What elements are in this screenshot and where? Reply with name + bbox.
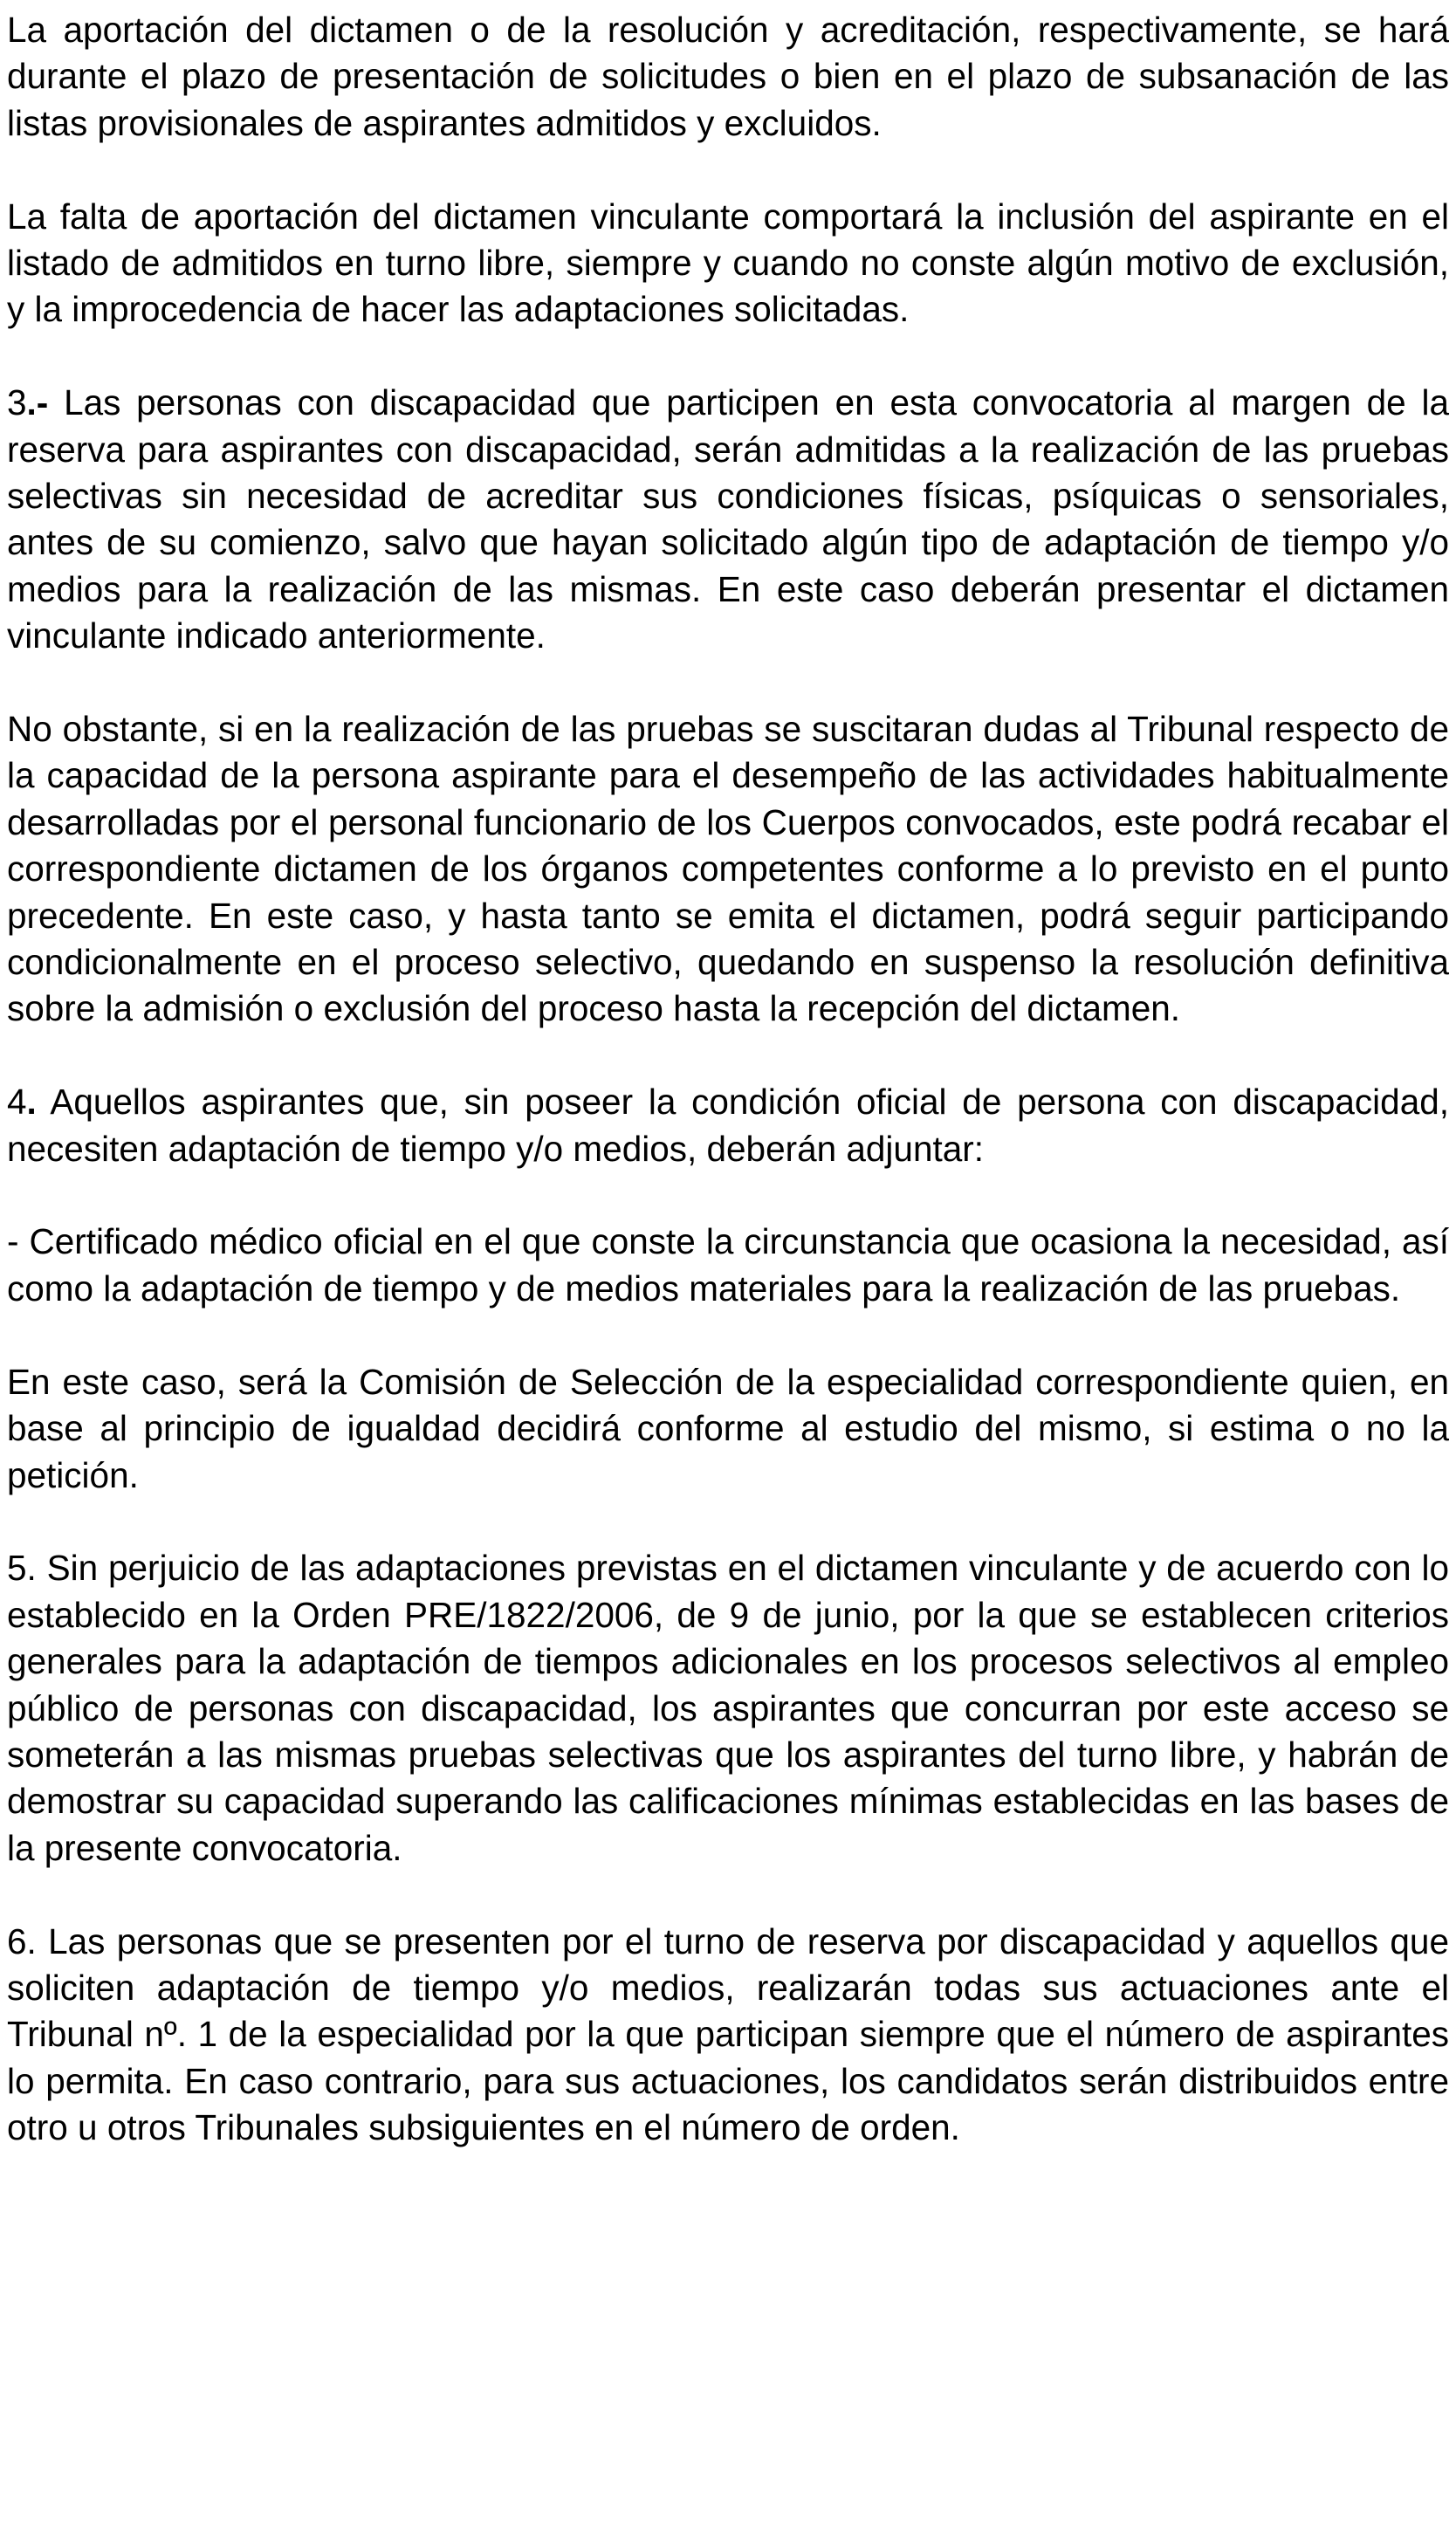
paragraph-section-5: 5. Sin perjuicio de las adaptaciones previstas en el dictamen vinculante y de acuerdo con lo establecido en la Orden PRE/1822/2006, de 9 de junio, por la que se establecen criterios generales para la adaptación de tiempos adicionales en los procesos selectivos al empleo público de personas con discapacidad, los aspirantes que concurran por este acceso se someterán a las mismas pruebas selectivas que los aspirantes del turno libre, y habrán de demostrar su capacidad superando las calificaciones mínimas establecidas en las bases de la presente convocatoria.	[7, 1548, 1449, 1868]
section-4-number-suffix: .	[26, 1082, 37, 1123]
section-3-number: 3	[7, 382, 27, 423]
paragraph-section-3	[7, 380, 1449, 659]
paragraph-section-6: 6. Las personas que se presenten por el turno de reserva por discapacidad y aquellos que soliciten adaptación de tiempo y/o medios, realizarán todas sus actuaciones ante el Tribunal nº. 1 de la especialidad por la que participan siempre que el número de aspirantes lo permita. En caso contrario, para sus actuaciones, los candidatos serán distribuidos entre otro u otros Tribunales subsiguientes en el número de orden.	[7, 1920, 1449, 2148]
section-4-text: Aquellos aspirantes que, sin poseer la condición oficial de persona con discapacidad, necesiten adaptación de tiempo y/o medios, deberán adjuntar:	[7, 1082, 1449, 1169]
section-4-number: 4	[7, 1082, 27, 1123]
section-3-text: Las personas con discapacidad que participen en esta convocatoria al margen de la reserva para aspirantes con discapacidad, serán admitidas a la realización de las pruebas selectivas sin necesidad de acreditar sus condiciones físicas, psíquicas o sensoriales, antes de su comienzo, salvo que hayan solicitado algún tipo de adaptación de tiempo y/o medios para la realización de las mismas. En este caso deberán presentar el dictamen vinculante indicado anteriormente.	[7, 382, 1449, 656]
paragraph-comision-seleccion: En este caso, será la Comisión de Selección de la especialidad correspondiente quien, en base al principio de igualdad decidirá conforme al estudio del mismo, si estima o no la petición.	[7, 1361, 1449, 1495]
paragraph-aportacion-dictamen: La aportación del dictamen o de la resolución y acreditación, respectivamente, se hará durante el plazo de presentación de solicitudes o bien en el plazo de subsanación de las listas provisionales de aspirantes admitidos y excluidos.	[7, 10, 1449, 143]
paragraph-no-obstante: No obstante, si en la realización de las pruebas se suscitaran dudas al Tribunal respecto de la capacidad de la persona aspirante para el desempeño de las actividades habitualmente desarrolladas por el personal funcionario de los Cuerpos convocados, este podrá recabar el correspondiente dictamen de los órganos competentes conforme a lo previsto en el punto precedente. En este caso, y hasta tanto se emita el dictamen, podrá seguir participando condicionalmente en el proceso selectivo, quedando en suspenso la resolución definitiva sobre la admisión o exclusión del proceso hasta la recepción del dictamen.	[7, 709, 1449, 1029]
section-3-number-suffix: .-	[26, 382, 49, 423]
paragraph-falta-aportacion: La falta de aportación del dictamen vinculante comportará la inclusión del aspirante en el listado de admitidos en turno libre, siempre y cuando no conste algún motivo de exclusión, y la improcedencia de hacer las adaptaciones solicitadas.	[7, 196, 1449, 330]
paragraph-certificado-medico: - Certificado médico oficial en el que conste la circunstancia que ocasiona la necesidad, así como la adaptación de tiempo y de medios materiales para la realización de las pruebas.	[7, 1221, 1449, 1309]
document-page	[7, 7, 1449, 2152]
paragraph-section-4	[7, 1079, 1449, 1172]
